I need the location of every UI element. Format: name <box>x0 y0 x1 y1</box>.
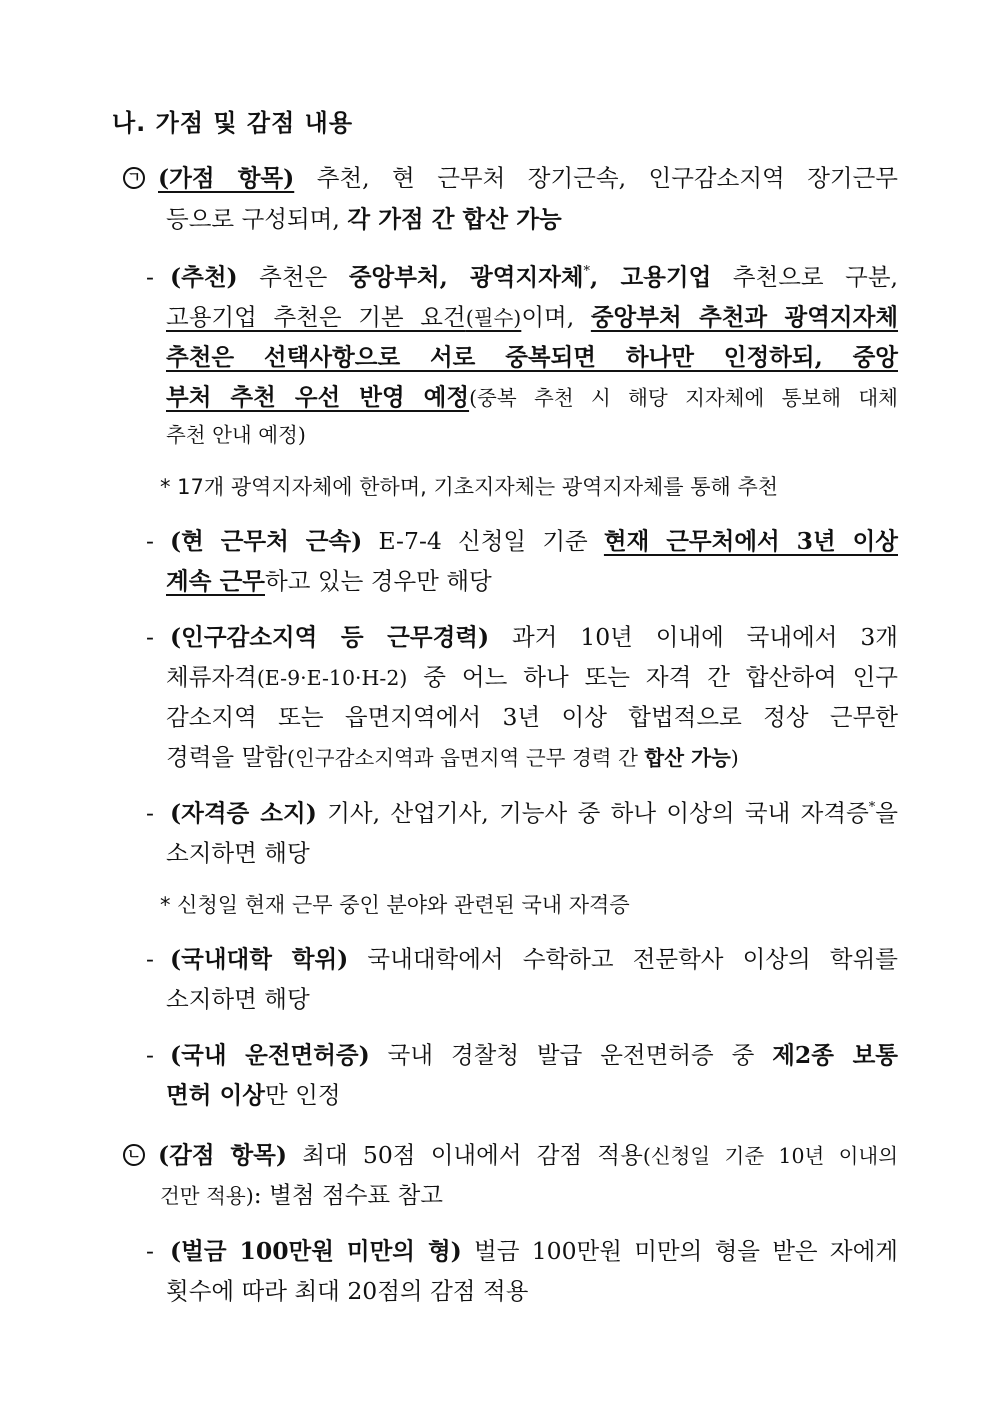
b3-heading: (인구감소지역 등 근무경력) <box>170 623 490 651</box>
b1-line-3: 추천은 선택사항으로 서로 중복되면 하나만 인정하되, 중앙 <box>166 343 898 371</box>
b3-text-2: 체류자격 <box>166 663 257 691</box>
b4-heading: (자격증 소지) <box>170 799 317 827</box>
b1-line-4 <box>166 382 898 413</box>
b1-emph-3: 중앙부처 추천과 광역지자체 <box>590 303 899 331</box>
b1-footnote-mark: * <box>583 264 591 279</box>
b4-text-end: 을 <box>875 799 898 827</box>
b7-text: 벌금 100만원 미만의 형을 받은 자에게 <box>461 1237 898 1265</box>
b3-text: 과거 10년 이내에 국내에서 3개 <box>489 623 898 651</box>
b1-line-1 <box>170 262 898 292</box>
b4-text: 기사, 산업기사, 기능사 중 하나 이상의 국내 자격증 <box>316 799 869 827</box>
circled-marker-1: ㄱ <box>123 167 145 189</box>
b6-emph-2: 면허 이상 <box>166 1081 265 1109</box>
b5-line-1 <box>170 944 898 974</box>
section-title: 나. 가점 및 감점 내용 <box>112 109 354 137</box>
b2-line-1 <box>170 526 898 556</box>
b3-line-2 <box>166 662 898 693</box>
b3-paren-close: ) <box>730 746 739 770</box>
b3-paren-emph: 합산 가능 <box>644 746 731 770</box>
item1-emphasis: 각 가점 간 합산 가능 <box>347 205 562 233</box>
item1-heading: (가점 항목) <box>158 164 295 192</box>
b1-req-text: 고용기업 추천은 기본 요건 <box>166 303 466 331</box>
bullet-dash: - <box>146 263 154 291</box>
b7-line-1 <box>170 1236 898 1266</box>
b2-text: E-7-4 신청일 기준 <box>362 527 604 555</box>
b6-line-1 <box>170 1040 898 1070</box>
bullet-dash: - <box>146 1041 154 1069</box>
b5-text: 국내대학에서 수학하고 전문학사 이상의 학위를 <box>348 945 898 973</box>
b1-paren-note: (중복 추천 시 해당 지자체에 통보해 대체 <box>469 386 898 410</box>
b1-text: 추천은 <box>237 263 349 291</box>
item2-paren-2: 건만 적용) <box>160 1184 254 1208</box>
item1-text: 추천, 현 근무처 장기근속, 인구감소지역 장기근무 <box>294 164 899 192</box>
b1-footnote: * 17개 광역지자체에 한하며, 기초지자체는 광역지자체를 통해 추천 <box>160 475 779 499</box>
b6-line-2 <box>166 1080 341 1110</box>
b6-text-2: 만 인정 <box>265 1081 341 1109</box>
b1-emph-1: 중앙부처, 광역지자체 <box>348 263 584 291</box>
b7-line-2: 횟수에 따라 최대 20점의 감점 적용 <box>166 1277 529 1305</box>
b7-heading: (벌금 100만원 미만의 형) <box>170 1237 462 1265</box>
b1-line-2 <box>166 302 898 333</box>
b3-line-1 <box>170 622 898 652</box>
b3-line-3: 감소지역 또는 읍면지역에서 3년 이상 합법적으로 정상 근무한 <box>166 703 898 731</box>
item1-line-1 <box>158 163 898 193</box>
b1-line-5: 추천 안내 예정) <box>166 423 306 447</box>
b4-footnote-mark: * <box>868 800 876 815</box>
b2-emph-2: 계속 근무 <box>166 567 265 595</box>
item2-text: 최대 50점 이내에서 감점 적용 <box>287 1141 643 1169</box>
bullet-dash: - <box>146 527 154 555</box>
bullet-dash: - <box>146 1237 154 1265</box>
b3-text-4: 경력을 말함 <box>166 743 287 771</box>
b6-emph: 제2종 보통 <box>772 1041 898 1069</box>
b2-heading: (현 근무처 근속) <box>170 527 363 555</box>
bullet-dash: - <box>146 623 154 651</box>
item1-line-2 <box>166 204 562 234</box>
b5-line-2: 소지하면 해당 <box>166 985 310 1013</box>
item2-paren: (신청일 기준 10년 이내의 <box>642 1144 898 1168</box>
b2-emph: 현재 근무처에서 3년 이상 <box>603 527 898 555</box>
item2-line-1 <box>158 1140 898 1171</box>
b2-text-2: 하고 있는 경우만 해당 <box>265 567 492 595</box>
item2-heading: (감점 항목) <box>158 1141 287 1169</box>
b3-paren-a: (인구감소지역과 읍면지역 근무 경력 간 <box>286 746 645 770</box>
b1-emph-4: 부처 추천 우선 반영 예정 <box>166 383 470 411</box>
b2-line-2 <box>166 566 492 596</box>
b1-emph-2: , 고용기업 <box>590 263 712 291</box>
b1-underlined <box>166 303 521 331</box>
b6-heading: (국내 운전면허증) <box>170 1041 370 1069</box>
b4-line-2: 소지하면 해당 <box>166 839 310 867</box>
circled-marker-2: ㄴ <box>123 1144 145 1166</box>
b3-visa-types: (E-9·E-10·H-2) <box>256 666 408 690</box>
b1-heading: (추천) <box>170 263 238 291</box>
item2-text-2: : 별첨 점수표 참고 <box>253 1181 443 1209</box>
b1-required-paren: (필수) <box>465 306 522 330</box>
b1-text-3: 이며, <box>521 303 591 331</box>
b3-line-4 <box>166 742 739 773</box>
b4-line-1 <box>170 798 898 828</box>
b4-footnote: * 신청일 현재 근무 중인 분야와 관련된 국내 자격증 <box>160 893 630 917</box>
bullet-dash: - <box>146 799 154 827</box>
b3-text-3: 중 어느 하나 또는 자격 간 합산하여 인구 <box>407 663 898 691</box>
b5-heading: (국내대학 학위) <box>170 945 349 973</box>
item1-text-2: 등으로 구성되며, <box>166 205 348 233</box>
bullet-dash: - <box>146 945 154 973</box>
b6-text: 국내 경찰청 발급 운전면허증 중 <box>369 1041 773 1069</box>
b1-text-2: 추천으로 구분, <box>711 263 899 291</box>
item2-line-2 <box>160 1180 443 1211</box>
